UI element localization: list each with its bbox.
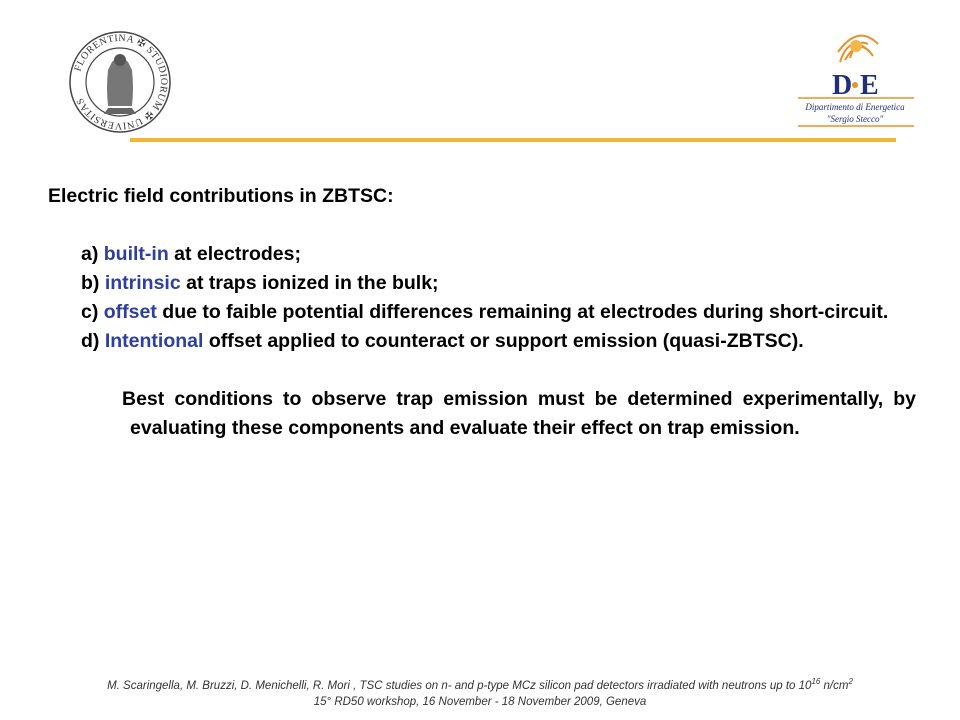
slide-body [48, 182, 916, 443]
svg-text:D: D [832, 70, 853, 101]
svg-text:"Sergio Stecco": "Sergio Stecco" [826, 114, 884, 124]
list-item: d) Intentional offset applied to counteract or support emission (quasi-ZBTSC). [81, 330, 804, 352]
svg-text:E: E [860, 70, 879, 101]
keyword: intrinsic [104, 272, 181, 294]
footer-line-1: M. Scaringella, M. Bruzzi, D. Menichelli, R. Mori , TSC studies on n- and p-type MCz silicon pad detectors irradiated with neutrons up to $10^{16}$ $n/cm^2$ [107, 677, 853, 692]
svg-text:Dipartimento di Energetica: Dipartimento di Energetica [805, 102, 905, 112]
svg-text:FLORENTINA ✠ STUDIORUM ✠ UNIVE: FLORENTINA ✠ STUDIORUM ✠ UNIVERSITAS [72, 32, 170, 132]
citation-footer [30, 674, 930, 710]
de-department-logo [790, 22, 920, 134]
list-item: a) built-in at electrodes; [81, 243, 301, 265]
keyword: offset [103, 301, 157, 323]
footer-line-2: 15° RD50 workshop, 16 November - 18 November 2009, Geneva [313, 695, 647, 708]
keyword: Intentional [104, 330, 204, 352]
accent-rule [130, 138, 896, 142]
university-seal-logo [68, 30, 172, 134]
slide-title: Electric field contributions in ZBTSC: [48, 185, 394, 207]
list-item: b) intrinsic at traps ionized in the bulk; [81, 272, 439, 294]
conclusion-paragraph: Best conditions to observe trap emission must be determined experimentally, by evaluating these components and evaluate their effect on trap emission. [122, 388, 916, 439]
list-item: c) offset due to faible potential differences remaining at electrodes during short-circuit. [81, 301, 889, 323]
keyword: built-in [103, 243, 169, 265]
